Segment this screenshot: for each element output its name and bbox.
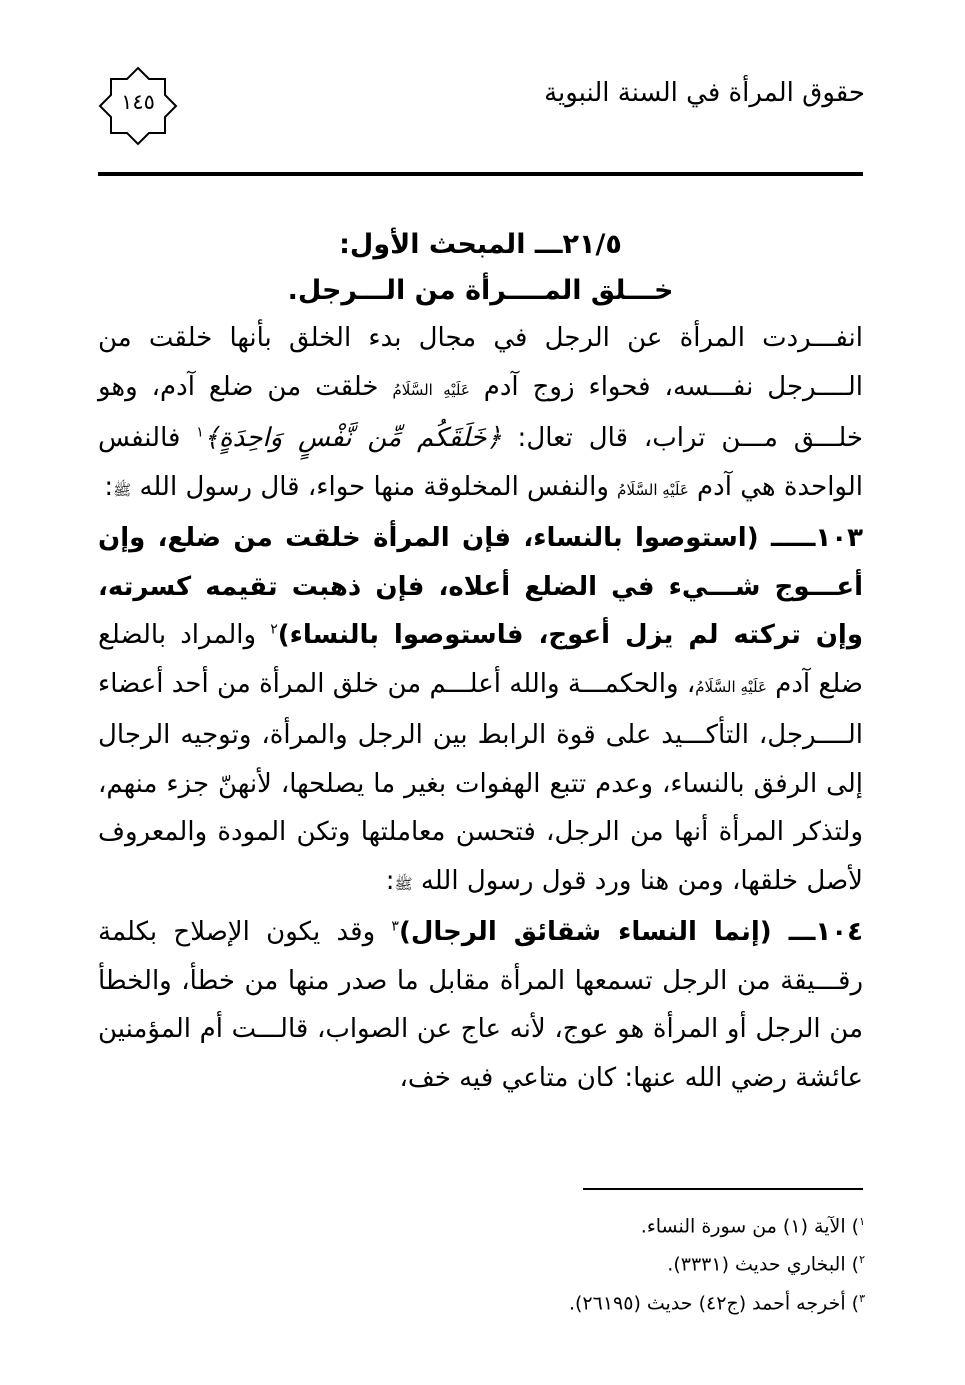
text-run: والنفس المخلوقة منها حواء، قال رسول الله: [131, 471, 618, 502]
hadith-number: ١٠٤ـــ: [771, 917, 863, 947]
hadith-text: (استوصوا بالنساء، فإن المرأة خلقت من ضلع، وإن أعـــوج شـــيء في الضلع أعلاه، فإن ذهبت تقيمه كسرته، وإن تركته لم يزل أعوج، فاستوصوا بالنساء): [98, 523, 864, 650]
footnote-item: [265, 1205, 865, 1243]
footnotes: [265, 1205, 865, 1320]
footnote-item: [265, 1243, 865, 1281]
text-run: وقد يكون الإصلاح بكلمة رقـــيقة من الرجل تسمعها المرأة مقابل ما صدر منها من خطأ، والخطأ من الرجل أو المرأة هو عوج، لأنه عاج عن الصواب، قالـــت أم المؤمنين عائشة رضي الله عنها: كان متاعي فيه خف،: [98, 917, 863, 1093]
body-text: [98, 314, 863, 1102]
footnote-text: ) البخاري حديث (٣٣٣١).: [667, 1253, 860, 1276]
footnote-divider: [583, 1188, 863, 1190]
quran-verse: ﴿خَلَقَكُم مِّن نَّفْسٍ وَاحِدَةٍ﴾: [203, 423, 502, 453]
text-run: والمراد بالضلع ضلع آدم: [98, 620, 864, 699]
honorific-alayhi: عَلَيْهِ السَّلَامُ: [695, 677, 767, 696]
hadith-number: ١٠٣ـــــ: [758, 523, 863, 553]
footnote-mark: ٣: [859, 1291, 865, 1305]
text-run: ، والحكمـــة والله أعلـــم من خلق المرأة من أحد أعضاء الــــرجل، التأكـــيد على قوة الرابط بين الرجل والمرأة، وتوجيه الرجال إلى الرفق بالنساء، وعدم تتبع الهفوات بغير ما يصلحها، لأنهنّ جزء منهم، ولتذكر المرأة أنها من الرجل، فتحسن معاملتها وتكن المودة والمعروف لأصل خلقها، ومن هنا ورد قول رسول الله: [98, 668, 863, 896]
footnote-ref[interactable]: ٣: [391, 918, 399, 935]
paragraph: [98, 514, 863, 908]
paragraph: [98, 908, 863, 1102]
page-number-badge: [98, 66, 178, 146]
honorific-alayhi: عَلَيْهِ السَّلَامُ: [617, 480, 689, 499]
text-run: :: [104, 471, 114, 502]
page-number: ١٤٥: [121, 90, 155, 114]
paragraph: [98, 314, 863, 514]
footnote-ref[interactable]: ١: [196, 424, 204, 441]
main-content: [98, 222, 863, 1102]
footnote-ref[interactable]: ٢: [270, 621, 278, 638]
footnote-mark: ١: [859, 1215, 865, 1228]
text-run: خلقت من ضلع آدم، وهو خلـــق مـــن تراب، قال تعال:: [98, 371, 864, 453]
honorific-saw: ﷺ: [113, 480, 132, 499]
text-run: فالنفس الواحدة هي آدم: [98, 423, 863, 502]
honorific-saw: ﷺ: [394, 874, 413, 893]
honorific-alayhi: عَلَيْهِ السَّلَامُ: [392, 380, 470, 399]
hadith-text: (إنما النساء شقائق الرجال): [398, 917, 772, 947]
header-divider: [98, 172, 863, 176]
running-title: حقوق المرأة في السنة النبوية: [544, 78, 865, 108]
text-run: انفـــردت المرأة عن الرجل في مجال بدء الخلق بأنها خلقت من الــــرجل نفـــسه، فحواء زوج آدم: [98, 323, 864, 402]
section-subheading: خـــلق المــــرأة من الـــرجل.: [287, 275, 674, 306]
footnote-text: ) أخرجه أحمد (ج٤٢) حديث (٢٦١٩٥).: [568, 1291, 860, 1314]
section-heading: ٢١/٥ـــ المبحث الأول:: [339, 229, 622, 260]
footnote-text: ) الآية (١) من سورة النساء.: [640, 1215, 860, 1238]
footnote-item: [265, 1282, 865, 1320]
footnote-mark: ٢: [859, 1253, 865, 1267]
text-run: :: [385, 865, 395, 896]
